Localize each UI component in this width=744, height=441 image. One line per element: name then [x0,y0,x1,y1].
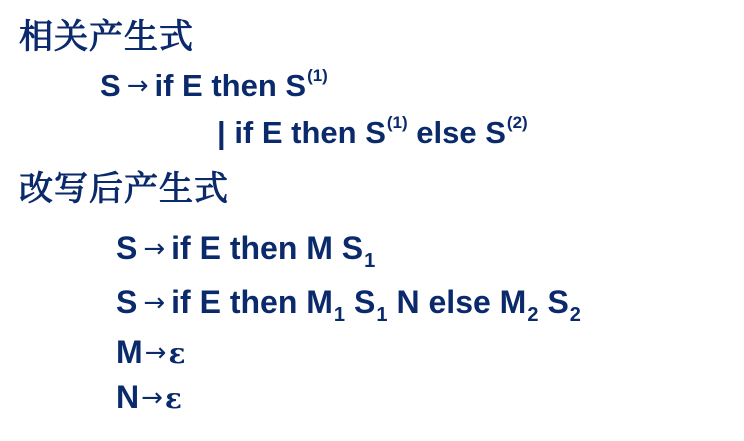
subscript: 2 [527,304,539,326]
arrow-icon: → [126,71,149,101]
production-lhs: S [116,230,138,266]
subscript: 1 [364,250,376,272]
epsilon-symbol: ε [164,382,182,415]
production-rhs-part: S [354,284,376,320]
rewritten-production-1 [116,230,376,272]
superscript: (1) [386,113,408,132]
subscript: 1 [376,304,388,326]
production-lhs: N [116,379,140,415]
superscript: (1) [307,66,328,85]
production-lhs: S [100,68,121,103]
subscript: 1 [333,304,346,326]
production-rhs-part: S [547,284,569,320]
production-lhs: S [116,284,138,320]
arrow-icon: → [144,338,167,368]
production-rhs: if E then M S [171,230,364,266]
subscript: 2 [569,304,581,326]
arrow-icon: → [143,288,166,318]
epsilon-symbol: ε [168,337,186,370]
heading-related-productions: 相关产生式 [19,17,194,57]
rewritten-production-3 [116,336,185,368]
rewritten-production-4 [116,381,182,413]
production-rhs-part: if E then M [171,284,333,320]
arrow-icon: → [143,234,166,264]
related-production-line-2 [217,113,528,150]
related-production-line-1 [100,66,328,103]
production-rhs-else: else S [416,115,506,150]
production-rhs-part: N else M [396,284,527,320]
production-rhs: if E then S [154,68,307,103]
rewritten-production-2 [116,284,581,326]
arrow-icon: → [141,383,163,413]
production-rhs: if E then S [234,115,386,150]
production-lhs: M [116,334,143,370]
alternative-bar: | [217,115,226,150]
superscript: (2) [506,113,528,132]
heading-rewritten-productions: 改写后产生式 [19,169,229,209]
